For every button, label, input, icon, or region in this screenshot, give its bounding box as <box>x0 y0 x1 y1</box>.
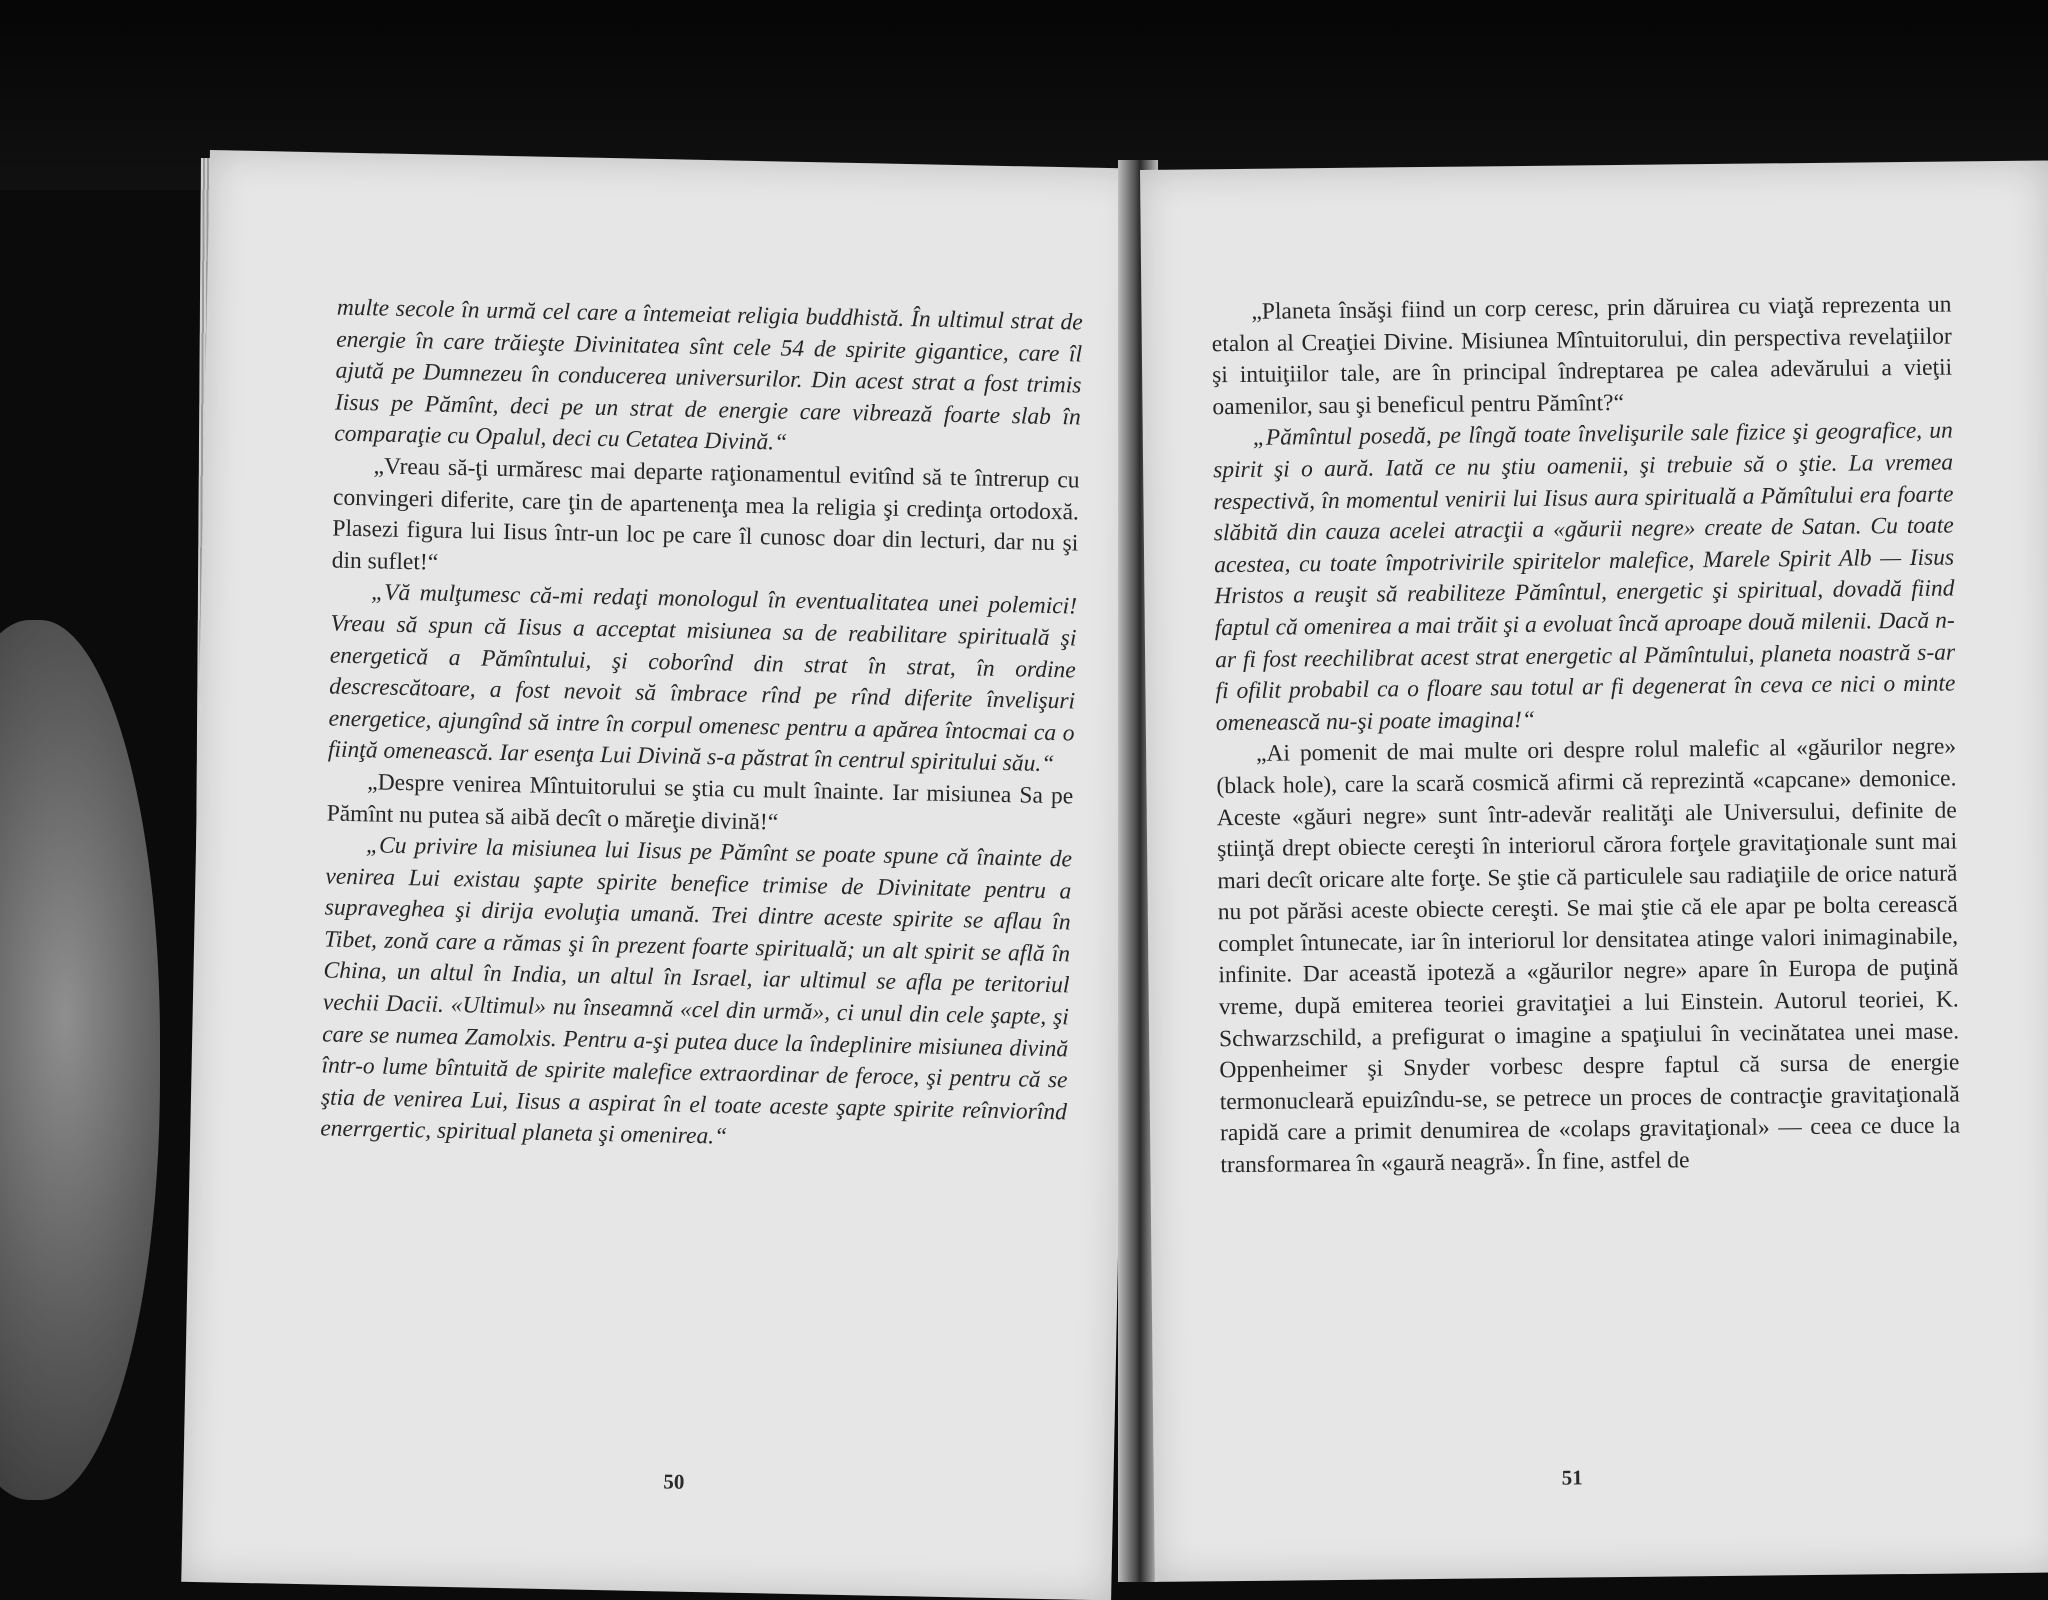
left-paragraph-2: „Vreau să-ţi urmăresc mai departe raţionamentul evitînd să te întrerup cu convingeri diferite, care ţin de apartenenţa mea la religia şi credinţa ortodoxă. Plasezi figura lui Iisus într-un loc pe care îl cunosc doar din lecturi, dar nu şi din suflet!“ <box>331 453 1080 576</box>
right-paragraph-1: „Planeta însăşi fiind un corp ceresc, prin dăruirea cu viaţă reprezenta un etalon al Creaţiei Divine. Misiunea Mîntuitorului, din perspectiva revelaţiilor şi intuiţiilor tale, are în principal îndreptarea pe calea adevărului a vieţii oamenilor, sau şi beneficul pentru Pămînt?“ <box>1211 291 1953 421</box>
right-paragraph-3: „Ai pomenit de mai multe ori despre rolul malefic al «găurilor negre» (black hole), care la scară cosmică afirmi că reprezintă «capcane» demonice. Aceste «găuri negre» sunt într-adevăr realităţi ale Universului, definite de ştiinţă drept obiecte cereşti în interiorul cărora forţele gravitaţionale sunt mai mari decît oricare alte forţe. Se ştie că particulele sau radiaţiile de orice natură nu pot părăsi aceste obiecte cereşti. Se mai ştie că ele apar pe bolta cerească complet întunecate, iar în interiorul lor densitatea atinge valori inimaginabile, infinite. Dar această ipoteză a «găurilor negre» apare în Europa de puţină vreme, după emiterea teoriei gravitaţiei a lui Einstein. Autorul teoriei, K. Schwarzschild, a prefigurat o imagine a spaţiului în vecinătatea unei mase. Oppenheimer şi Snyder vorbesc despre faptul că sursa de energie termonucleară epuizîndu-se, se petrece un proces de contracţie gravitaţională rapidă care a primit denumirea de «colaps gravitaţional» — ceea ce duce la transformarea în «gaură neagră». În fine, astfel de <box>1216 733 1961 1179</box>
left-paragraph-4: „Despre venirea Mîntuitorului se ştia cu mult înainte. Iar misiunea Sa pe Pămînt nu putea să aibă decît o măreţie divină!“ <box>326 769 1074 836</box>
left-page <box>181 150 1140 1600</box>
left-paragraph-1: multe secole în urmă cel care a întemeiat religia buddhistă. În ultimul strat de energie în care trăieşte Divinitatea sînt cele 54 de spirite gigantice, care îl ajută pe Dumnezeu în conducerea universurilor. Din acest strat a fost trimis Iisus pe Pămînt, deci pe un strat de energie care vibrează foarte slab în comparaţie cu Opalul, deci cu Cetatea Divină.“ <box>334 294 1083 457</box>
left-paragraph-3: „Vă mulţumesc că-mi redaţi monologul în eventualitatea unei polemici! Vreau să spun că Iisus a acceptat misiunea sa de reabilitare spirituală şi energetică a Pămîntului, şi coborînd din strat în strat, în ordine descrescătoare, a fost nevoit să îmbrace rînd pe rînd diferite învelişuri energetice, ajungînd să intre în corpul omenesc pentru a apărea întocmai ca o fiinţă omenească. Iar esenţa Lui Divină s-a păstrat în centrul spiritului său.“ <box>327 579 1078 778</box>
right-page <box>1140 160 2048 1581</box>
thumb-holding-book <box>0 620 160 1500</box>
right-paragraph-2: „Pămîntul posedă, pe lîngă toate învelişurile sale fizice şi geografice, un spirit şi o aură. Iată ce nu ştiu oamenii, şi trebuie să o ştie. La vremea respectivă, în momentul venirii lui Iisus aura spirituală a Pămîtului era foarte slăbită din cauza acelei atracţii a «găurii negre» create de Satan. Cu toate acestea, cu toate împotrivirile spiritelor malefice, Marele Spirit Alb — Iisus Hristos a reuşit să reabiliteze Pămîntul, energetic şi spiritual, dovadă fiind faptul că omenirea a mai trăit şi a evoluat încă aproape două milenii. Dacă n-ar fi fost reechilibrat acest strat energetic al Pămîntului, planeta noastră s-ar fi ofilit probabil ca o floare sau totul ar fi degenerat în ceva ce nici o minte omenească nu-şi poate imagina!“ <box>1213 417 1956 736</box>
right-page-text <box>1211 290 1960 1182</box>
left-page-text <box>320 293 1083 1161</box>
left-paragraph-5: „Cu privire la misiunea lui Iisus pe Pămînt se poate spune că înainte de venirea Lui existau şapte spirite benefice trimise de Divinitate pentru a supraveghea şi dirija evoluţia umană. Trei dintre aceste spirite se aflau în Tibet, zonă care a rămas şi în prezent foarte spirituală; un alt spirit se află în China, un altul în India, un altul în Israel, iar ultimul se afla pe teritoriul vechii Dacii. «Ultimul» nu înseamnă «cel din urmă», ci unul din cele şapte, şi care se numea Zamolxis. Pentru a-şi putea duce la îndeplinire misiunea divină într-o lume bîntuită de spirite malefice extraordinar de feroce, şi pentru că se ştia de venirea Lui, Iisus a aspirat în el toate aceste şapte spirite reînviorînd enerrgertic, spiritual planeta şi omenirea.“ <box>320 832 1073 1151</box>
left-page-number: 50 <box>663 1469 685 1494</box>
right-page-number: 51 <box>1561 1465 1583 1490</box>
